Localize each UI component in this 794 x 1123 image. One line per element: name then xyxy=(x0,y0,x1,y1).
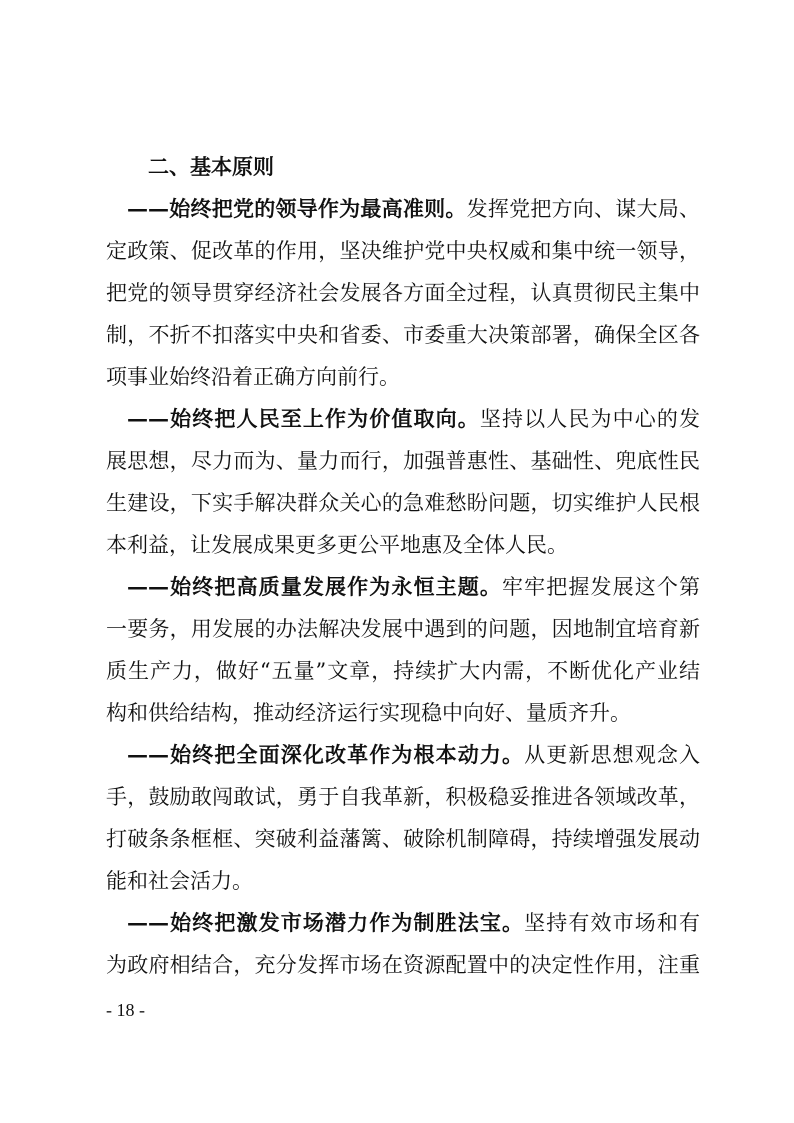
paragraph-line: 为政府相结合，充分发挥市场在资源配置中的决定性作用，注重 xyxy=(106,953,700,977)
paragraph-line: 质生产力，做好“五量”文章，持续扩大内需，不断优化产业结 xyxy=(106,659,700,683)
paragraph-text: 坚持有效市场和有 xyxy=(524,911,700,935)
principle-title: ——始终把激发市场潜力作为制胜法宝。 xyxy=(127,910,525,935)
paragraph-line xyxy=(106,398,700,440)
paragraph-line xyxy=(106,566,700,608)
paragraph-line xyxy=(106,188,700,230)
paragraph xyxy=(106,902,700,986)
paragraph-line: 构和供给结构，推动经济运行实现稳中向好、量质齐升。 xyxy=(106,701,631,725)
principle-title: ——始终把人民至上作为价值取向。 xyxy=(127,406,480,431)
paragraph-line xyxy=(106,734,700,776)
document-body xyxy=(106,146,700,986)
paragraph xyxy=(106,188,700,398)
paragraph-line: 把党的领导贯穿经济社会发展各方面全过程，认真贯彻民主集中 xyxy=(106,281,700,305)
paragraph-line: 打破条条框框、突破利益藩篱、破除机制障碍，持续增强发展动 xyxy=(106,827,700,851)
paragraph xyxy=(106,398,700,566)
principle-title: ——始终把高质量发展作为永恒主题。 xyxy=(127,574,502,599)
paragraph-text: 牢牢把握发展这个第 xyxy=(502,575,700,599)
paragraph-text: 坚持以人民为中心的发 xyxy=(479,407,700,431)
section-heading: 二、基本原则 xyxy=(148,154,274,179)
principle-title: ——始终把党的领导作为最高准则。 xyxy=(127,196,467,221)
paragraph-text: 发挥党把方向、谋大局、 xyxy=(466,197,700,221)
paragraph-line: 定政策、促改革的作用，坚决维护党中央权威和集中统一领导， xyxy=(106,239,700,263)
paragraph-text: 从更新思想观念入 xyxy=(524,743,700,767)
paragraph-line: 展思想，尽力而为、量力而行，加强普惠性、基础性、兜底性民 xyxy=(106,449,700,473)
paragraph-line: 本利益，让发展成果更多更公平地惠及全体人民。 xyxy=(106,533,568,557)
paragraph xyxy=(106,734,700,902)
paragraph-line: 项事业始终沿着正确方向前行。 xyxy=(106,365,400,389)
paragraph-line: 手，鼓励敢闯敢试，勇于自我革新，积极稳妥推进各领域改革， xyxy=(106,785,700,809)
page-number: - 18 - xyxy=(106,1000,145,1020)
principle-title: ——始终把全面深化改革作为根本动力。 xyxy=(127,742,525,767)
paragraph-line: 生建设，下实手解决群众关心的急难愁盼问题，切实维护人民根 xyxy=(106,491,700,515)
paragraph-line: 能和社会活力。 xyxy=(106,869,253,893)
paragraph-line xyxy=(106,902,700,944)
paragraph-line: 制，不折不扣落实中央和省委、市委重大决策部署，确保全区各 xyxy=(106,323,700,347)
paragraph xyxy=(106,566,700,734)
paragraph-line: 一要务，用发展的办法解决发展中遇到的问题，因地制宜培育新 xyxy=(106,617,700,641)
